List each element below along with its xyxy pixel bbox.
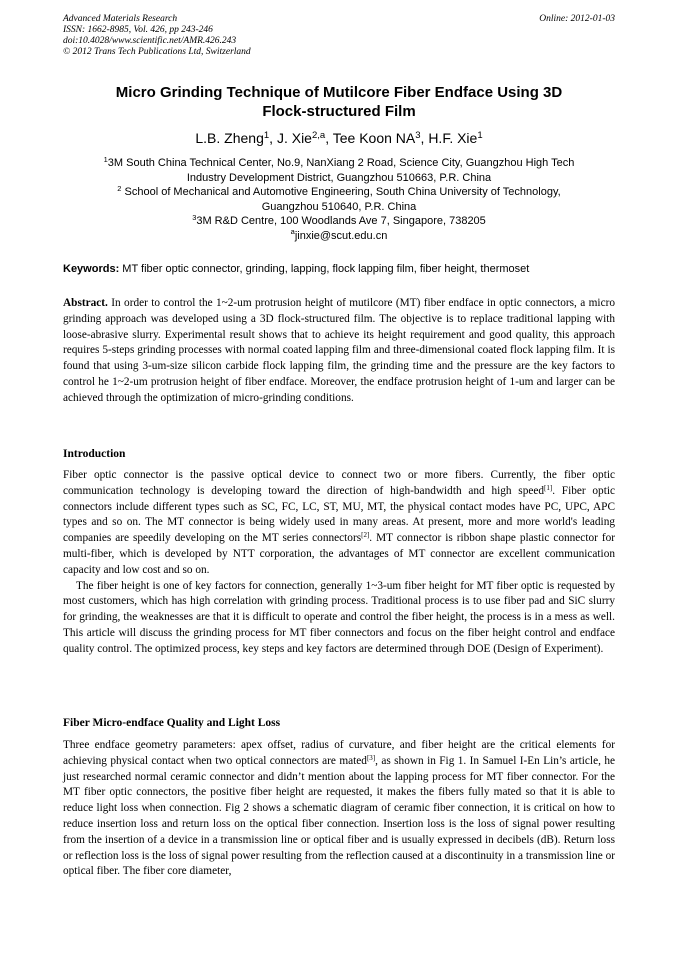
journal-name: Advanced Materials Research xyxy=(63,14,178,24)
fiber-section-body xyxy=(63,738,615,880)
email-sup: a xyxy=(290,227,295,237)
author-name: Tee Koon NA xyxy=(332,130,416,146)
affiliation-1 xyxy=(63,156,615,171)
online-date: Online: 2012-01-03 xyxy=(539,14,615,24)
author-affiliation-sup: 3 xyxy=(415,129,421,141)
keywords-label: Keywords: xyxy=(63,263,120,275)
section-heading-fiber-endface: Fiber Micro-endface Quality and Light Loss xyxy=(63,717,281,729)
affiliation-sup: 2 xyxy=(117,183,122,193)
abstract xyxy=(63,296,615,407)
title-line-1: Micro Grinding Technique of Mutilcore Fiber Endface Using 3D xyxy=(115,84,563,101)
author-separator: , xyxy=(269,130,277,146)
email-address: jinxie@scut.edu.cn xyxy=(294,229,388,242)
abstract-label: Abstract. xyxy=(63,297,108,309)
paragraph xyxy=(63,738,615,880)
paragraph-text: . Fiber optic connectors include different types such as SC, FC, LC, ST, MU, MT, the physical contact modes have PC, UPC, APC types and so on. The MT connector is being widely used in many areas. At present, more and more world's leading companies are speedily developing on the MT series connectors xyxy=(63,484,615,545)
author-name: J. Xie xyxy=(276,130,312,146)
affiliation-sup: 3 xyxy=(192,212,197,222)
issn-line: ISSN: 1662-8985, Vol. 426, pp 243-246 xyxy=(63,25,213,35)
author-affiliation-sup: 1 xyxy=(477,129,483,141)
author-affiliation-sup: 2,a xyxy=(311,129,326,141)
affiliation-text: School of Mechanical and Automotive Engineering, South China University of Technology, xyxy=(121,186,561,198)
section-heading-introduction: Introduction xyxy=(63,448,126,460)
paper-title xyxy=(63,83,615,121)
paragraph xyxy=(63,468,615,579)
affiliation-3 xyxy=(63,214,615,229)
author-affiliation-sup: 1 xyxy=(263,129,270,141)
corresponding-email xyxy=(63,229,615,244)
citation: [2] xyxy=(361,531,370,540)
paragraph-text: . MT connector is ribbon shape plastic connector for multi-fiber, which is developed by NTT corporation, the advantages of MT connector are excellent communication capacity and low cost and so on. xyxy=(63,532,615,576)
abstract-text: In order to control the 1~2-um protrusion height of mutilcore (MT) fiber endface in optic connectors, a micro grinding approach was developed using a 3D flock-structured film. The objective is to replace traditional lapping with loose-abrasive slurry. Experimental result shows that to achieve its height requirement and good quality, this approach requires 5-steps grinding processes with normal coated lapping film and three-dimensional coated flock lapping film. It is found that using 3-um-size silicon carbide flock lapping film, the grinding time and the pressure are the key factors to control he 1~2-um protrusion height of fiber endface. Moreover, the endface protrusion height of 1-um and larger can be achieved through the optimization of micro-grinding conditions. xyxy=(63,297,615,404)
paragraph-text: Fiber optic connector is the passive optical device to connect two or more fibers. Currently, the fiber optic communication technology is developing toward the direction of high-bandwidth and high speed xyxy=(63,469,615,497)
affiliation-sup: 1 xyxy=(103,154,108,164)
author-name: L.B. Zheng xyxy=(195,130,264,146)
paragraph-text: Three endface geometry parameters: apex offset, radius of curvature, and fiber height are the critical elements for achieving physical contact when two optical connectors are mated xyxy=(63,739,615,767)
affiliations xyxy=(63,156,615,243)
affiliation-1-cont: Industry Development District, Guangzhou 510663, P.R. China xyxy=(186,171,492,184)
author-list xyxy=(63,130,615,147)
affiliation-text: 3M R&D Centre, 100 Woodlands Ave 7, Singapore, 738205 xyxy=(196,215,486,227)
paragraph: The fiber height is one of key factors for connection, generally 1~3-um fiber height for MT fiber optic is requested by most customers, which has high correlation with grinding process. Traditional process is to use fiber pad and SiC slurry for grinding, the weaknesses are that it is difficult to operate and control the fiber height, the process is in a mess as well. This article will discuss the grinding process for MT fiber connectors and focus on the fiber height control and endface quality control. The optimized process, key steps and key factors are determined through DOE (Design of Experiment). xyxy=(63,579,615,655)
affiliation-2-cont: Guangzhou 510640, P.R. China xyxy=(261,200,417,213)
doi-line: doi:10.4028/www.scientific.net/AMR.426.243 xyxy=(63,36,237,46)
keywords-text: MT fiber optic connector, grinding, lapping, flock lapping film, fiber height, thermoset xyxy=(119,263,530,275)
paragraph-text: , as shown in Fig 1. In Samuel I-En Lin’s article, he just researched normal ceramic connector and didn’t mention about the lapping process for MT fiber connector. For the MT fiber optic connectors, the positive fiber height are requested, it makes the fibers fully mated so that it is able to reduce light loss when connection. Fig 2 shows a schematic diagram of ceramic fiber connection, it is critical on how to reduce insertion loss and return loss on the optical fiber connection. Insertion loss is the loss of signal power resulting from the insertion of a device in a transmission line or optical fiber and is usually expressed in decibels (dB). Return loss or reflection loss is the loss of signal power resulting from the reflection caused at a discontinuity in a transmission line or optical fiber. The fiber core diameter, xyxy=(63,754,615,878)
publication-header xyxy=(63,14,615,58)
author-name: H.F. Xie xyxy=(428,130,478,146)
title-line-2: Flock-structured Film xyxy=(262,103,416,120)
affiliation-text: 3M South China Technical Center, No.9, NanXiang 2 Road, Science City, Guangzhou High Tech xyxy=(107,157,575,169)
author-separator: , xyxy=(420,130,429,146)
keywords xyxy=(63,262,615,276)
citation: [1] xyxy=(544,483,553,492)
affiliation-2 xyxy=(63,185,615,200)
introduction-body xyxy=(63,468,615,658)
author-separator: , xyxy=(325,130,333,146)
copyright-line: © 2012 Trans Tech Publications Ltd, Switzerland xyxy=(63,47,251,57)
citation: [3] xyxy=(366,753,376,762)
